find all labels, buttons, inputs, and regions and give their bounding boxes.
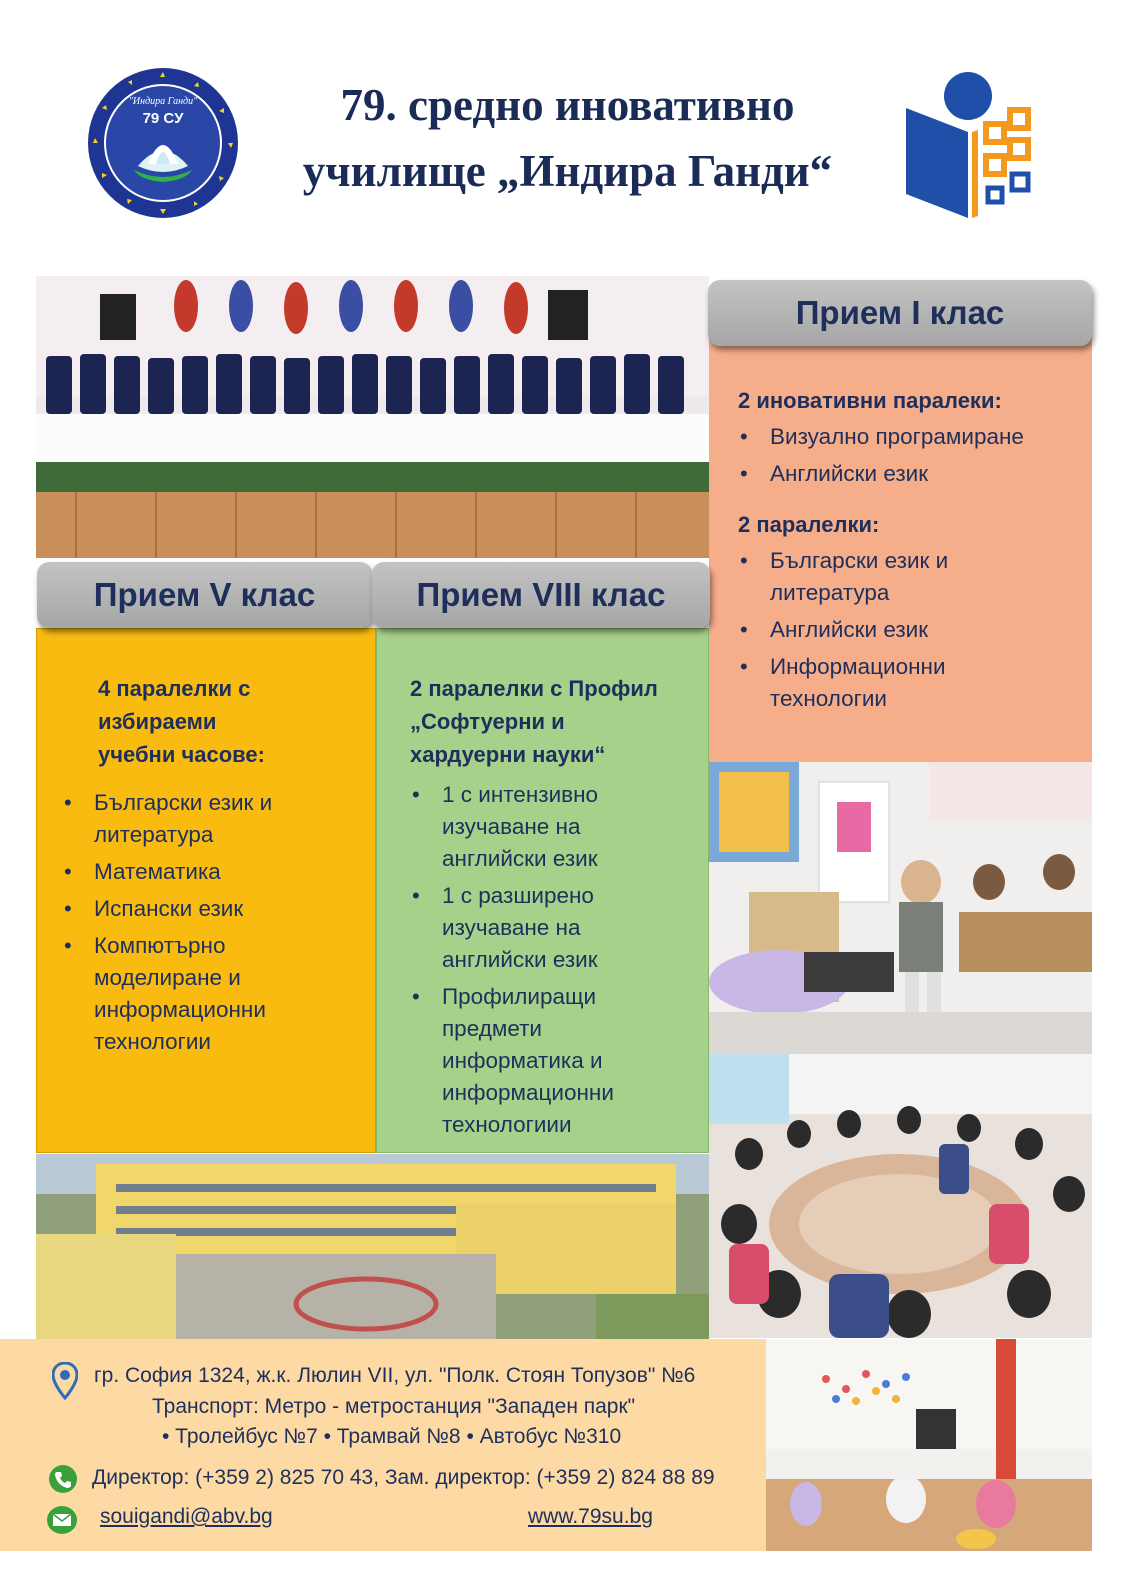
grade8-tab: Прием VIII клас	[372, 562, 710, 628]
grade1-content	[738, 384, 1078, 715]
grade5-heading: 4 паралелки с избираеми учебни часове:	[98, 676, 265, 767]
classroom-kids-photo	[709, 762, 1092, 1054]
stage-dance-photo	[36, 276, 709, 558]
address-text: гр. София 1324, ж.к. Люлин VII, ул. "Полк. Стоян Топузов" №6	[94, 1364, 696, 1387]
list-item: • Компютърно моделиране и информационни технологии	[62, 930, 309, 1058]
grade1-tab: Прием I клас	[708, 280, 1092, 346]
transport-line-2: • Тролейбус №7 • Трамвай №8 • Автобус №310	[162, 1425, 622, 1448]
list-item: • Испански език	[62, 893, 362, 925]
phones-text: Директор: (+359 2) 825 70 43, Зам. директор: (+359 2) 824 88 89	[92, 1466, 715, 1489]
grade5-tab: Прием V клас	[37, 562, 372, 628]
grade8-list	[410, 779, 700, 1141]
students-circle-photo	[709, 1054, 1092, 1338]
grade5-list	[62, 787, 362, 1058]
phone-icon	[48, 1464, 78, 1494]
emblem-name-text: "Индира Ганди"	[128, 96, 198, 107]
grade1-classes-heading: 2 паралелки:	[738, 512, 880, 537]
list-item: • Информационни технологии	[738, 651, 1000, 715]
list-item: • Български език и литература	[62, 787, 309, 851]
grade8-content	[410, 672, 700, 1141]
grade1-innovative-heading: 2 иновативни паралеки:	[738, 388, 1002, 413]
school-emblem-logo	[86, 66, 240, 220]
email-icon	[46, 1505, 78, 1535]
grade1-classes-list	[738, 545, 1078, 715]
list-item: • 1 с разширено изучаване на английски език	[410, 880, 632, 976]
list-item: • 1 с интензивно изучаване на английски език	[410, 779, 632, 875]
website-link[interactable]: www.79su.bg	[528, 1505, 653, 1528]
transport-line-1: Транспорт: Метро - метростанция "Западен парк"	[152, 1395, 636, 1418]
list-item: • Български език и литература	[738, 545, 1000, 609]
grade8-heading: 2 паралелки с Профил „Софтуерни и хардуерни науки“	[410, 676, 658, 767]
list-item: • Английски език	[738, 614, 1078, 646]
title-line-2: училище „Индира Ганди“	[302, 146, 833, 196]
classroom-photo	[766, 1339, 1092, 1551]
grade1-innovative-list	[738, 421, 1078, 490]
grade5-content	[62, 672, 362, 1058]
list-item: • Английски език	[738, 458, 1078, 490]
list-item: • Визуално програмиране	[738, 421, 1078, 453]
list-item: • Математика	[62, 856, 362, 888]
school-building-photo	[36, 1154, 709, 1339]
innovative-school-logo	[900, 70, 1050, 220]
page-title	[240, 72, 895, 204]
emblem-number-text: 79 СУ	[142, 110, 184, 127]
location-pin-icon	[52, 1362, 78, 1400]
list-item: • Профилиращи предмети информатика и информационни технологиии	[410, 981, 632, 1141]
email-link[interactable]: souigandi@abv.bg	[100, 1505, 273, 1528]
title-line-1: 79. средно иновативно	[340, 80, 795, 130]
